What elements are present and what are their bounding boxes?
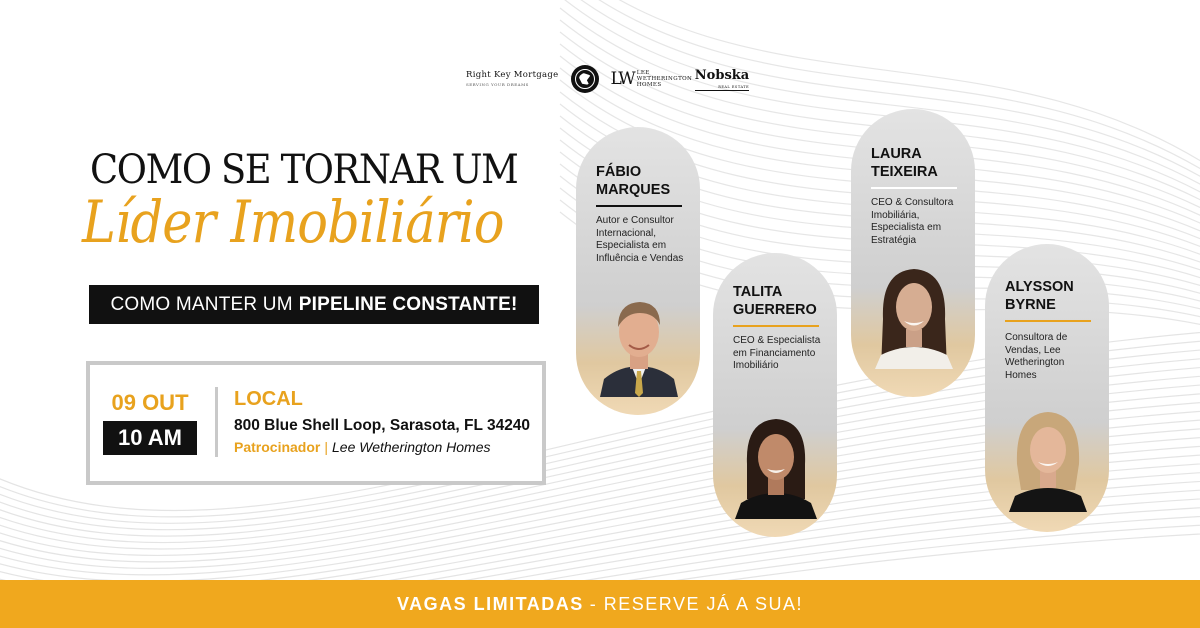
woman-blonde-photo-icon (1005, 402, 1091, 512)
speaker-name (1005, 278, 1074, 314)
speaker-divider (1005, 320, 1091, 322)
sponsor-label: Patrocinador (234, 439, 321, 455)
man-suit-photo-icon (596, 287, 682, 397)
speaker-photo (733, 409, 819, 519)
speaker-divider (733, 325, 819, 327)
woman-long-hair-photo-icon (871, 259, 957, 369)
speaker-name (871, 145, 938, 181)
right-key-logo-tagline: SERVING YOUR DREAMS (466, 81, 529, 87)
footer-rest-text: - RESERVE JÁ A SUA! (589, 593, 804, 614)
lee-wetherington-logo (610, 69, 693, 89)
speaker-card-alysson (985, 244, 1109, 532)
subtitle-banner (89, 285, 539, 324)
speaker-last-name: MARQUES (596, 182, 671, 198)
globe-logo-icon (571, 65, 599, 93)
nobska-logo (695, 68, 749, 91)
subtitle-prefix: COMO MANTER UM (110, 293, 293, 315)
sponsor-separator: | (324, 439, 328, 455)
speaker-first-name: LAURA (871, 146, 922, 162)
speaker-role: Consultora de Vendas, Lee Wetherington Homes (1005, 332, 1068, 381)
speaker-card-laura (851, 109, 975, 397)
event-address: 800 Blue Shell Loop, Sarasota, FL 34240 (234, 417, 531, 434)
subtitle-bold: PIPELINE CONSTANTE! (298, 293, 518, 315)
speaker-role: CEO & Consultora Imobiliária, Especialista em Estratégia (871, 197, 954, 246)
speaker-role: Autor e Consultor Internacional, Especialista em Influência e Vendas (596, 215, 684, 264)
speaker-photo (1005, 402, 1091, 512)
location-label: LOCAL (234, 388, 303, 410)
speaker-card-fabio (576, 127, 700, 415)
woman-dark-hair-photo-icon (733, 409, 819, 519)
nobska-logo-text: Nobska (694, 67, 750, 83)
speaker-role: CEO & Especialista em Financiamento Imobiliário (733, 335, 821, 371)
sponsor-name: Lee Wetherington Homes (332, 439, 491, 455)
sponsor-line (234, 439, 491, 455)
footer-banner (0, 580, 1200, 628)
speaker-first-name: TALITA (733, 284, 783, 300)
lw-logo-words: LEE WETHERINGTON HOMES (636, 69, 693, 89)
info-divider (215, 387, 218, 457)
event-date: 09 OUT (111, 390, 189, 415)
speaker-last-name: BYRNE (1005, 297, 1056, 313)
speaker-name (596, 163, 670, 199)
speaker-last-name: GUERRERO (733, 302, 817, 318)
speaker-divider (871, 187, 957, 189)
sponsor-logos (466, 62, 749, 96)
right-key-mortgage-logo (466, 71, 559, 87)
speaker-photo (596, 287, 682, 397)
speaker-divider (596, 205, 682, 207)
speaker-first-name: FÁBIO (596, 164, 642, 180)
right-key-logo-text: Right Key Mortgage (466, 70, 559, 81)
footer-bold-text: VAGAS LIMITADAS (396, 593, 584, 614)
event-time: 10 AM (103, 421, 197, 455)
speaker-name (733, 283, 817, 319)
speaker-first-name: ALYSSON (1005, 279, 1074, 295)
title-line-2-script: Líder Imobiliário (82, 188, 504, 256)
lw-logo-mark: LW (610, 69, 634, 89)
speaker-last-name: TEIXEIRA (871, 164, 938, 180)
title-line-1: COMO SE TORNAR UM (90, 147, 518, 193)
nobska-logo-tagline: REAL ESTATE (718, 84, 750, 89)
speaker-photo (871, 259, 957, 369)
speaker-card-talita (713, 253, 837, 537)
event-info-box (86, 361, 546, 485)
